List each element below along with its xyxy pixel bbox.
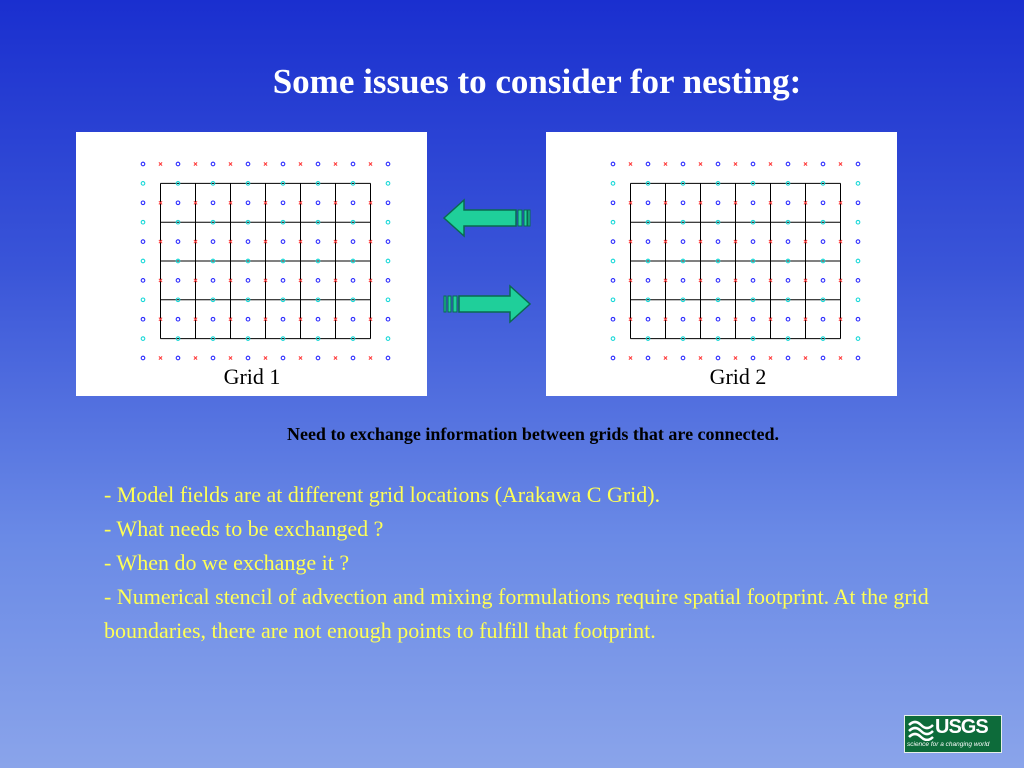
- grid-point: [611, 182, 615, 186]
- grid-point: [681, 356, 685, 360]
- grid-point: [751, 201, 755, 205]
- grid-point: [611, 298, 615, 302]
- grid-point: [751, 240, 755, 244]
- left-arrow-icon: [442, 198, 534, 238]
- grid-point: [369, 356, 372, 359]
- grid-point: [856, 201, 860, 205]
- bullet-item: - When do we exchange it ?: [104, 550, 350, 575]
- grid-point: [386, 279, 390, 283]
- grid-point: [821, 240, 825, 244]
- grid-point: [786, 279, 790, 283]
- grid-point: [611, 356, 615, 360]
- grid-point: [856, 259, 860, 263]
- grid-point: [681, 201, 685, 205]
- grid-point: [246, 162, 250, 166]
- grid-point: [664, 356, 667, 359]
- grid-point: [194, 356, 197, 359]
- grid-point: [299, 162, 302, 165]
- grid-point: [141, 240, 145, 244]
- bullet-list: [104, 478, 944, 648]
- grid-point: [786, 201, 790, 205]
- grid-point: [716, 279, 720, 283]
- grid-point: [646, 201, 650, 205]
- grid-point: [751, 279, 755, 283]
- grid-point: [351, 317, 355, 321]
- grid-point: [786, 356, 790, 360]
- grid-point: [264, 356, 267, 359]
- grid-point: [786, 317, 790, 321]
- grid-point: [316, 201, 320, 205]
- grid-point: [246, 279, 250, 283]
- grid-point: [159, 356, 162, 359]
- grid-point: [316, 356, 320, 360]
- grid-point: [681, 317, 685, 321]
- grid-point: [141, 259, 145, 263]
- grid-point: [646, 317, 650, 321]
- grid-point: [716, 201, 720, 205]
- grid-point: [804, 162, 807, 165]
- grid-1-label: Grid 1: [223, 364, 281, 389]
- grid-point: [856, 298, 860, 302]
- grid-point: [769, 356, 772, 359]
- grid-point: [264, 162, 267, 165]
- grid-2-label: Grid 2: [709, 364, 767, 389]
- grid-point: [821, 201, 825, 205]
- grid-point: [281, 240, 285, 244]
- grid-point: [211, 240, 215, 244]
- grid-point: [211, 356, 215, 360]
- grid-point: [211, 162, 215, 166]
- grid-point: [856, 356, 860, 360]
- grid-point: [159, 162, 162, 165]
- grid-point: [316, 162, 320, 166]
- grid-point: [681, 240, 685, 244]
- grid-point: [611, 337, 615, 341]
- grid-point: [176, 162, 180, 166]
- grid-panel-1: [76, 132, 427, 396]
- grid-point: [141, 298, 145, 302]
- grid-point: [141, 182, 145, 186]
- grid-point: [856, 240, 860, 244]
- grid-point: [751, 317, 755, 321]
- grid-point: [281, 201, 285, 205]
- grid-point: [856, 162, 860, 166]
- grid-point: [246, 240, 250, 244]
- grid-point: [299, 356, 302, 359]
- grid-point: [716, 356, 720, 360]
- grid-point: [334, 356, 337, 359]
- grid-point: [611, 220, 615, 224]
- grid-point: [229, 162, 232, 165]
- grid-point: [176, 356, 180, 360]
- grid-point: [856, 337, 860, 341]
- grid-point: [804, 356, 807, 359]
- grid-point: [386, 220, 390, 224]
- grid-point: [141, 356, 145, 360]
- bullet-item: - What needs to be exchanged ?: [104, 516, 384, 541]
- grid-point: [176, 201, 180, 205]
- grid-point: [386, 182, 390, 186]
- grid-point: [141, 201, 145, 205]
- grid-point: [194, 162, 197, 165]
- grid-point: [821, 317, 825, 321]
- grid-point: [386, 356, 390, 360]
- grid-point: [856, 317, 860, 321]
- grid-point: [351, 240, 355, 244]
- grid-point: [351, 356, 355, 360]
- grid-point: [351, 162, 355, 166]
- slide-title: Some issues to consider for nesting:: [272, 62, 802, 101]
- grid-point: [699, 162, 702, 165]
- grid-point: [246, 317, 250, 321]
- grid-point: [646, 240, 650, 244]
- grid-point: [699, 356, 702, 359]
- grid-point: [141, 317, 145, 321]
- exchange-note: Need to exchange information between grids that are connected.: [286, 424, 780, 444]
- usgs-logo: [904, 715, 1002, 753]
- grid-point: [856, 182, 860, 186]
- grid-point: [229, 356, 232, 359]
- grid-point: [856, 279, 860, 283]
- grid-point: [176, 279, 180, 283]
- grid-point: [176, 240, 180, 244]
- usgs-logo-text: USGS: [935, 716, 988, 738]
- grid-point: [316, 240, 320, 244]
- grid-point: [734, 356, 737, 359]
- grid-point: [386, 259, 390, 263]
- grid-point: [611, 162, 615, 166]
- grid-point: [351, 201, 355, 205]
- grid-point: [281, 356, 285, 360]
- grid-point: [141, 220, 145, 224]
- grid-point: [646, 279, 650, 283]
- grid-point: [334, 162, 337, 165]
- grid-point: [769, 162, 772, 165]
- grid-diagram-1: [76, 132, 427, 396]
- grid-point: [646, 356, 650, 360]
- grid-point: [856, 220, 860, 224]
- grid-point: [386, 337, 390, 341]
- grid-point: [611, 279, 615, 283]
- grid-point: [281, 279, 285, 283]
- grid-point: [211, 201, 215, 205]
- usgs-tagline: science for a changing world: [907, 741, 990, 748]
- usgs-wave-icon: [908, 719, 934, 741]
- grid-point: [176, 317, 180, 321]
- grid-point: [316, 317, 320, 321]
- grid-point: [681, 279, 685, 283]
- grid-point: [611, 317, 615, 321]
- grid-point: [611, 240, 615, 244]
- grid-point: [681, 162, 685, 166]
- grid-point: [141, 337, 145, 341]
- grid-point: [629, 356, 632, 359]
- grid-point: [716, 240, 720, 244]
- grid-point: [786, 240, 790, 244]
- grid-point: [316, 279, 320, 283]
- grid-diagram-2: [546, 132, 897, 396]
- grid-point: [246, 356, 250, 360]
- grid-point: [821, 162, 825, 166]
- grid-point: [386, 162, 390, 166]
- grid-point: [734, 162, 737, 165]
- grid-point: [369, 162, 372, 165]
- grid-point: [386, 298, 390, 302]
- bullet-item: - Numerical stencil of advection and mixing formulations require spatial footprint. At the grid boundaries, there are not enough points to fulfill that footprint.: [104, 584, 929, 643]
- grid-point: [281, 317, 285, 321]
- grid-point: [386, 317, 390, 321]
- grid-point: [611, 201, 615, 205]
- grid-point: [839, 162, 842, 165]
- grid-point: [211, 279, 215, 283]
- grid-point: [386, 201, 390, 205]
- grid-point: [141, 279, 145, 283]
- grid-point: [716, 162, 720, 166]
- grid-point: [839, 356, 842, 359]
- grid-point: [386, 240, 390, 244]
- grid-point: [751, 356, 755, 360]
- grid-point: [751, 162, 755, 166]
- grid-point: [281, 162, 285, 166]
- bullet-item: - Model fields are at different grid locations (Arakawa C Grid).: [104, 482, 661, 507]
- grid-point: [664, 162, 667, 165]
- grid-point: [246, 201, 250, 205]
- grid-point: [786, 162, 790, 166]
- grid-point: [611, 259, 615, 263]
- grid-point: [141, 162, 145, 166]
- right-arrow-icon: [442, 284, 534, 324]
- grid-point: [351, 279, 355, 283]
- grid-panel-2: [546, 132, 897, 396]
- grid-point: [629, 162, 632, 165]
- grid-point: [716, 317, 720, 321]
- grid-point: [646, 162, 650, 166]
- grid-point: [211, 317, 215, 321]
- grid-point: [821, 279, 825, 283]
- grid-point: [821, 356, 825, 360]
